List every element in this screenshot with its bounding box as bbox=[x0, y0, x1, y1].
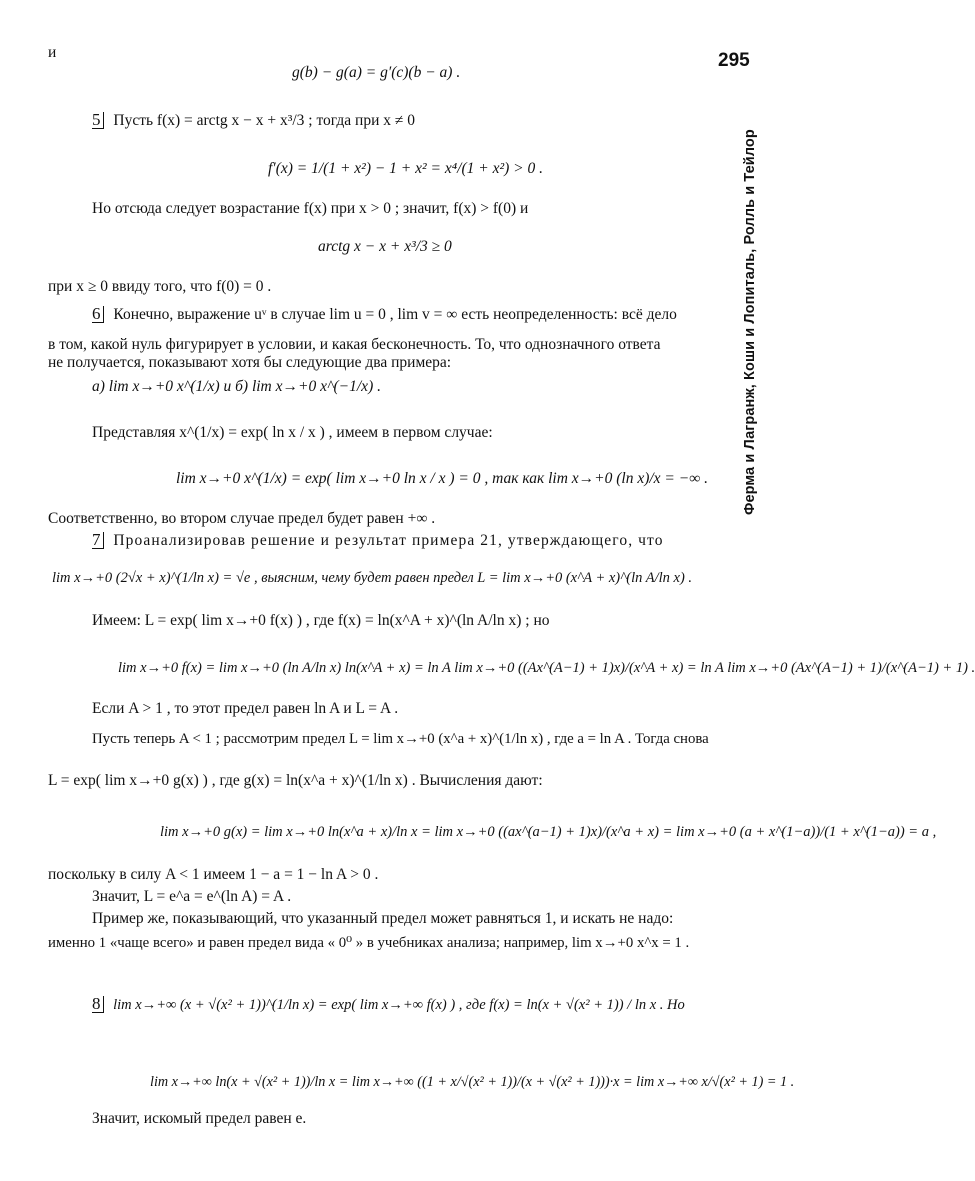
problem-5-text: Пусть f(x) = arctg x − x + x³/3 ; тогда при x ≠ 0 bbox=[113, 112, 416, 129]
formula-limit-2: lim x→+0 f(x) = lim x→+0 (ln A/ln x) ln(x^A + x) = ln A lim x→+0 ((Ax^(A−1) + 1)x)/(x^A + x) = ln A lim x→+0 (Ax^(A−1) + 1)/(x^(A−1) + 1) . bbox=[118, 660, 975, 676]
formula-limit-1: lim x→+0 x^(1/x) = exp( lim x→+0 ln x / x ) = 0 , так как lim x→+0 (ln x)/x = −∞ . bbox=[176, 470, 709, 487]
problem-7-example-1: Пример же, показывающий, что указанный предел может равняться 1, и искать не надо: bbox=[92, 910, 674, 927]
formula-g-mean-value: g(b) − g(a) = g′(c)(b − a) . bbox=[292, 64, 461, 81]
problem-6-represent: Представляя x^(1/x) = exp( ln x / x ) , имеем в первом случае: bbox=[92, 424, 493, 441]
problem-8-marker: 8 bbox=[92, 996, 104, 1013]
problem-8-text: lim x→+∞ (x + √(x² + 1))^(1/ln x) = exp( lim x→+∞ f(x) ) , где f(x) = ln(x + √(x² + 1)) / ln x . Но bbox=[113, 997, 685, 1013]
problem-5-line bbox=[92, 112, 415, 130]
problem-7-example-2: именно 1 «чаще всего» и равен предел вида « 0⁰ » в учебниках анализа; например, lim x→+0 x^x = 1 . bbox=[48, 935, 690, 951]
problem-7-now: Пусть теперь A < 1 ; рассмотрим предел L = lim x→+0 (x^a + x)^(1/ln x) , где a = ln A . Тогда снова bbox=[92, 731, 709, 747]
problem-6-line-2: в том, какой нуль фигурирует в условии, и какая бесконечность. То, что однозначного ответа bbox=[48, 336, 661, 353]
problem-6-examples: а) lim x→+0 x^(1/x) и б) lim x→+0 x^(−1/x) . bbox=[92, 378, 381, 395]
page-number: 295 bbox=[718, 50, 750, 71]
formula-arctg-inequality: arctg x − x + x³/3 ≥ 0 bbox=[318, 238, 452, 255]
problem-7-if: Если A > 1 , то этот предел равен ln A и L = A . bbox=[92, 700, 399, 717]
problem-7-L: L = exp( lim x→+0 g(x) ) , где g(x) = ln(x^a + x)^(1/ln x) . Вычисления дают: bbox=[48, 772, 543, 789]
problem-7-have: Имеем: L = exp( lim x→+0 f(x) ) , где f(x) = ln(x^A + x)^(ln A/ln x) ; но bbox=[92, 612, 550, 629]
problem-5-end: при x ≥ 0 ввиду того, что f(0) = 0 . bbox=[48, 278, 272, 295]
problem-6-line-3: не получается, показывают хотя бы следующие два примера: bbox=[48, 354, 452, 371]
problem-7-mean: Значит, L = e^a = e^(ln A) = A . bbox=[92, 888, 292, 905]
problem-8-end: Значит, искомый предел равен e. bbox=[92, 1110, 307, 1127]
problem-6-marker: 6 bbox=[92, 306, 104, 323]
problem-7-since: поскольку в силу A < 1 имеем 1 − a = 1 − ln A > 0 . bbox=[48, 866, 379, 883]
problem-7-text-1: Проанализировав решение и результат примера 21, утверждающего, что bbox=[113, 532, 664, 549]
problem-5-marker: 5 bbox=[92, 112, 104, 129]
top-left-letter: и bbox=[48, 44, 57, 61]
problem-7-marker: 7 bbox=[92, 532, 104, 549]
problem-8-line bbox=[92, 996, 685, 1014]
running-title: Ферма и Лагранж, Коши и Лопиталь, Ролль и Тейлор bbox=[742, 129, 758, 515]
formula-limit-4: lim x→+∞ ln(x + √(x² + 1))/ln x = lim x→+∞ ((1 + x/√(x² + 1))/(x + √(x² + 1)))·x = lim x→+∞ x/√(x² + 1) = 1 . bbox=[150, 1074, 795, 1090]
problem-6-text-1: Конечно, выражение uᵛ в случае lim u = 0 , lim v = ∞ есть неопределенность: всё дело bbox=[113, 306, 677, 323]
problem-6-end: Соответственно, во втором случае предел будет равен +∞ . bbox=[48, 510, 436, 527]
formula-limit-3: lim x→+0 g(x) = lim x→+0 ln(x^a + x)/ln x = lim x→+0 ((ax^(a−1) + 1)x)/(x^a + x) = lim x→+0 (a + x^(1−a))/(1 + x^(1−a)) = a , bbox=[160, 824, 937, 840]
problem-6-line-1 bbox=[92, 306, 677, 324]
problem-7-line-1 bbox=[92, 532, 664, 550]
formula-derivative: f′(x) = 1/(1 + x²) − 1 + x² = x⁴/(1 + x²) > 0 . bbox=[268, 160, 543, 177]
problem-5-growth: Но отсюда следует возрастание f(x) при x > 0 ; значит, f(x) > f(0) и bbox=[92, 200, 529, 217]
problem-7-line-2: lim x→+0 (2√x + x)^(1/ln x) = √e , выясним, чему будет равен предел L = lim x→+0 (x^A + x)^(ln A/ln x) . bbox=[52, 570, 693, 586]
